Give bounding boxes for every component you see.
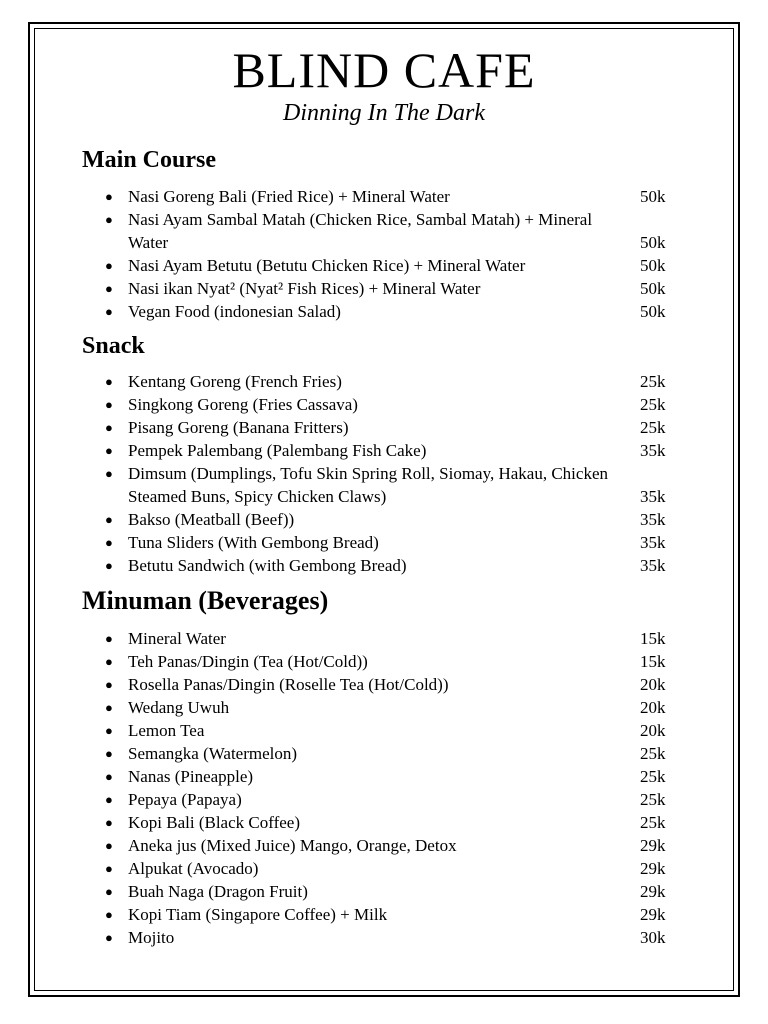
section-title-beverages: Minuman (Beverages) [82,586,329,615]
menu-item [105,531,680,554]
bullet-icon: ● [105,792,113,807]
item-price: 29k [640,859,666,878]
item-price: 35k [640,510,666,529]
item-price: 15k [640,629,666,648]
item-price: 25k [640,767,666,786]
item-name: Aneka jus (Mixed Juice) Mango, Orange, Detox [128,836,457,855]
menu-item [105,185,680,208]
item-name: Nasi Goreng Bali (Fried Rice) + Mineral Water [128,187,450,206]
bullet-icon: ● [105,466,113,481]
bullet-icon: ● [105,212,113,227]
bullet-icon: ● [105,861,113,876]
menu-item [105,650,680,673]
menu-item [105,903,680,926]
menu-item [105,393,680,416]
menu-item [105,880,680,903]
menu-item [105,254,680,277]
menu-item [105,300,680,323]
bullet-icon: ● [105,815,113,830]
bullet-icon: ● [105,838,113,853]
bullet-icon: ● [105,281,113,296]
menu-item [105,719,680,742]
bullet-icon: ● [105,420,113,435]
menu-item [105,926,680,949]
item-name: Nasi ikan Nyat² (Nyat² Fish Rices) + Mineral Water [128,279,481,298]
menu-item [105,370,680,393]
menu-item [105,788,680,811]
item-price: 50k [640,256,666,275]
menu-item [105,742,680,765]
item-name: Nanas (Pineapple) [128,767,254,786]
item-price: 25k [640,418,666,437]
item-price: 30k [640,928,666,947]
item-name: Mineral Water [128,629,226,648]
bullet-icon: ● [105,512,113,527]
menu-item [105,508,680,531]
bullet-icon: ● [105,558,113,573]
item-price: 50k [640,233,666,252]
bullet-icon: ● [105,654,113,669]
item-name: Kopi Tiam (Singapore Coffee) + Milk [128,905,388,924]
item-name: Mojito [128,928,175,947]
item-name: Bakso (Meatball (Beef)) [128,510,295,529]
menu-title: BLIND CAFE [232,42,536,98]
item-name: Kentang Goreng (French Fries) [128,372,342,391]
bullet-icon: ● [105,397,113,412]
menu-item [105,277,680,300]
menu-item [105,627,680,650]
item-price: 50k [640,302,666,321]
item-name: Semangka (Watermelon) [128,744,298,763]
menu-item [105,834,680,857]
item-price: 25k [640,395,666,414]
bullet-icon: ● [105,907,113,922]
item-name: Pisang Goreng (Banana Fritters) [128,418,349,437]
bullet-icon: ● [105,677,113,692]
menu-item [105,554,680,577]
item-price: 50k [640,187,666,206]
menu-item [105,857,680,880]
item-price: 25k [640,790,666,809]
menu-item [105,811,680,834]
item-name: Alpukat (Avocado) [128,859,259,878]
item-price: 20k [640,698,666,717]
item-price: 15k [640,652,666,671]
item-name: Pepaya (Papaya) [128,790,242,809]
item-name: Betutu Sandwich (with Gembong Bread) [128,556,407,575]
item-price: 35k [640,441,666,460]
item-price: 35k [640,487,666,506]
bullet-icon: ● [105,930,113,945]
item-price: 35k [640,533,666,552]
item-price: 29k [640,905,666,924]
item-price: 29k [640,836,666,855]
bullet-icon: ● [105,700,113,715]
item-price: 25k [640,744,666,763]
item-name: Pempek Palembang (Palembang Fish Cake) [128,441,427,460]
section-title-snack: Snack [82,333,145,359]
item-name: Lemon Tea [128,721,205,740]
menu-item [105,696,680,719]
item-name: Vegan Food (indonesian Salad) [128,302,341,321]
item-name: Singkong Goreng (Fries Cassava) [128,395,358,414]
item-name: Teh Panas/Dingin (Tea (Hot/Cold)) [128,652,368,671]
item-name: Nasi Ayam Betutu (Betutu Chicken Rice) + Mineral Water [128,256,526,275]
bullet-icon: ● [105,884,113,899]
item-name: Dimsum (Dumplings, Tofu Skin Spring Roll, Siomay, Hakau, Chicken Steamed Buns, Spicy Chicken Claws) [128,464,609,506]
beverages-list [105,627,680,949]
item-price: 29k [640,882,666,901]
menu-item [105,416,680,439]
menu-subtitle: Dinning In The Dark [283,100,485,126]
item-name: Nasi Ayam Sambal Matah (Chicken Rice, Sambal Matah) + Mineral Water [128,210,593,252]
main-course-list [105,185,680,323]
bullet-icon: ● [105,723,113,738]
menu-item [105,673,680,696]
item-price: 25k [640,813,666,832]
item-price: 25k [640,372,666,391]
item-name: Kopi Bali (Black Coffee) [128,813,301,832]
item-name: Rosella Panas/Dingin (Roselle Tea (Hot/Cold)) [128,675,449,694]
bullet-icon: ● [105,189,113,204]
item-name: Wedang Uwuh [128,698,230,717]
bullet-icon: ● [105,746,113,761]
bullet-icon: ● [105,631,113,646]
bullet-icon: ● [105,443,113,458]
item-name: Buah Naga (Dragon Fruit) [128,882,308,901]
section-title-main-course: Main Course [82,147,216,173]
item-price: 35k [640,556,666,575]
bullet-icon: ● [105,304,113,319]
item-name: Tuna Sliders (With Gembong Bread) [128,533,379,552]
menu-item [105,208,680,254]
menu-item [105,462,680,508]
item-price: 50k [640,279,666,298]
bullet-icon: ● [105,258,113,273]
bullet-icon: ● [105,769,113,784]
snack-list [105,370,680,577]
bullet-icon: ● [105,535,113,550]
item-price: 20k [640,675,666,694]
menu-item [105,439,680,462]
item-price: 20k [640,721,666,740]
bullet-icon: ● [105,374,113,389]
menu-item [105,765,680,788]
